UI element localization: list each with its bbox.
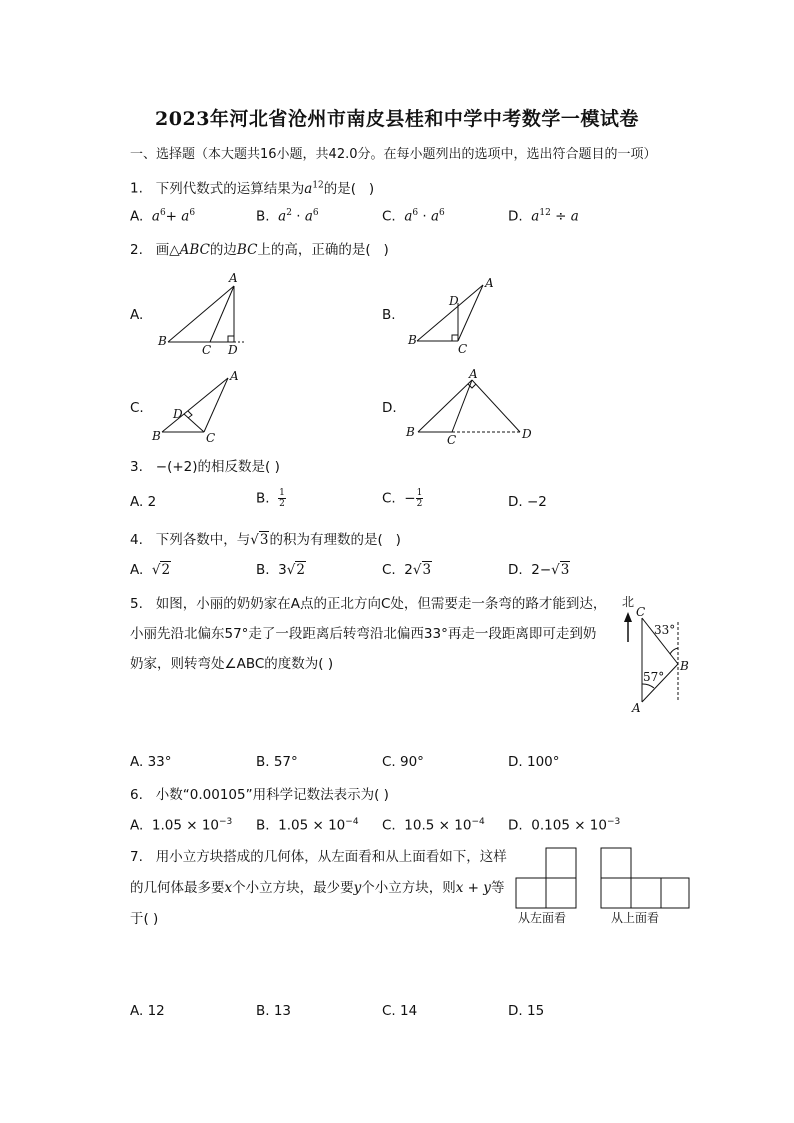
question-text: 小数“0.00105”用科学记数法表示为( ) (155, 787, 389, 803)
q3-option-c[interactable]: C. − $\frac{1}{2}$ (382, 488, 423, 509)
q5-option-c[interactable]: C. 90° (382, 754, 424, 770)
svg-text:A: A (469, 368, 478, 381)
question-text: −(+2)的相反数是( ) (155, 459, 280, 475)
question-text-line-1: 用小立方块搭成的几何体，从左面看和从上面看如下，这样 (155, 849, 507, 865)
svg-text:D: D (449, 294, 459, 308)
q1-option-b[interactable]: B. $a^2 \cdot a^6$ (256, 208, 319, 225)
question-number: 6. (130, 787, 143, 803)
svg-text:D: D (173, 407, 183, 421)
question-4 (130, 530, 401, 550)
q2-figure-b (405, 275, 505, 355)
q2-figure-d (402, 368, 542, 448)
page-title: 2023年河北省沧州市南皮县桂和中学中考数学一模试卷 (155, 108, 639, 130)
q2-figure-a (150, 270, 260, 360)
question-text-line-1: 如图，小丽的奶奶家在A点的正北方向C处，但需要走一条弯的路才能到达， (155, 596, 607, 612)
question-text-line-2: 小丽先沿北偏东57°走了一段距离后转弯沿北偏西33°再走一段距离即可走到奶 (130, 626, 597, 642)
q6-option-c[interactable]: C. $10.5 \times 10^{-4}$ (382, 817, 485, 834)
q2-option-d[interactable]: D. (382, 400, 397, 416)
q1-option-a[interactable]: A. $a^6+ a^6$ (130, 208, 196, 225)
svg-text:A: A (230, 370, 239, 383)
north-label: 北 (622, 595, 635, 609)
question-number: 5. (130, 596, 143, 612)
section-heading: 一、选择题（本大题共16小题，共42.0分。在每小题列出的选项中，选出符合题目的一项） (130, 147, 657, 162)
question-1 (130, 175, 374, 199)
q3-option-d[interactable]: D. −2 (508, 494, 547, 510)
q2-option-a[interactable]: A. (130, 307, 144, 323)
question-text: 下列各数中，与√3的积为有理数的是( ) (155, 532, 401, 548)
q7-option-a[interactable]: A. 12 (130, 1003, 165, 1019)
svg-text:C: C (458, 342, 468, 355)
q1-option-d[interactable]: D. $a^{12} \div a$ (508, 208, 579, 225)
q7-option-c[interactable]: C. 14 (382, 1003, 418, 1019)
svg-text:B: B (408, 333, 417, 347)
q3-option-a[interactable]: A. 2 (130, 494, 157, 510)
q2-option-b[interactable]: B. (382, 307, 396, 323)
svg-text:B: B (158, 334, 167, 348)
svg-text:D: D (228, 343, 238, 357)
q7-option-b[interactable]: B. 13 (256, 1003, 292, 1019)
svg-text:A: A (485, 276, 494, 290)
top-view-figure (597, 846, 693, 930)
question-number: 7. (130, 849, 143, 865)
q4-option-a[interactable]: A. √2 (130, 562, 171, 578)
question-number: 2. (130, 242, 143, 258)
q3-option-b[interactable]: B. $\frac{1}{2}$ (256, 488, 285, 509)
svg-text:C: C (206, 431, 216, 445)
q6-option-a[interactable]: A. $1.05 \times 10^{-3}$ (130, 817, 233, 834)
question-7 (130, 847, 507, 867)
question-number: 3. (130, 459, 143, 475)
q2-option-c[interactable]: C. (130, 400, 144, 416)
question-text-line-2: 的几何体最多要x个小立方块，最少要y个小立方块，则x + y等 (130, 880, 505, 896)
question-number: 1. (130, 180, 143, 197)
left-view-label: 从左面看 (518, 911, 567, 925)
q6-option-d[interactable]: D. $0.105 \times 10^{-3}$ (508, 817, 621, 834)
svg-text:A: A (632, 701, 641, 715)
question-5 (130, 594, 606, 614)
question-text-line-3: 奶家，则转弯处∠ABC的度数为( ) (130, 656, 334, 672)
question-text: 画△ABC的边BC上的高，正确的是( ) (155, 242, 389, 258)
svg-text:B: B (680, 659, 689, 673)
q4-option-c[interactable]: C. 2√3 (382, 562, 432, 578)
q2-figure-c (148, 370, 248, 450)
svg-text:D: D (522, 427, 532, 441)
left-view-figure (512, 846, 582, 930)
question-2 (130, 240, 389, 260)
q7-option-d[interactable]: D. 15 (508, 1003, 545, 1019)
q5-figure (612, 592, 692, 717)
question-3 (130, 457, 280, 477)
question-text: 下列代数式的运算结果为$a^{12}$的是( ) (155, 180, 375, 197)
q4-option-d[interactable]: D. 2−√3 (508, 562, 570, 578)
q1-option-c[interactable]: C. $a^6 \cdot a^6$ (382, 208, 445, 225)
svg-text:B: B (406, 425, 415, 439)
angle-57-label: 57° (643, 670, 665, 684)
question-text-line-3: 于( ) (130, 911, 159, 927)
north-arrow-icon (624, 612, 632, 622)
svg-text:C: C (447, 433, 457, 447)
svg-text:C: C (202, 343, 212, 357)
q5-option-b[interactable]: B. 57° (256, 754, 298, 770)
svg-text:A: A (229, 271, 238, 285)
top-view-label: 从上面看 (611, 911, 660, 925)
question-number: 4. (130, 532, 143, 548)
q5-option-d[interactable]: D. 100° (508, 754, 560, 770)
q6-option-b[interactable]: B. $1.05 \times 10^{-4}$ (256, 817, 359, 834)
angle-33-label: 33° (654, 623, 676, 637)
q4-option-b[interactable]: B. 3√2 (256, 562, 305, 578)
svg-text:C: C (636, 605, 646, 619)
question-6 (130, 785, 389, 805)
q5-option-a[interactable]: A. 33° (130, 754, 172, 770)
svg-text:B: B (152, 429, 161, 443)
